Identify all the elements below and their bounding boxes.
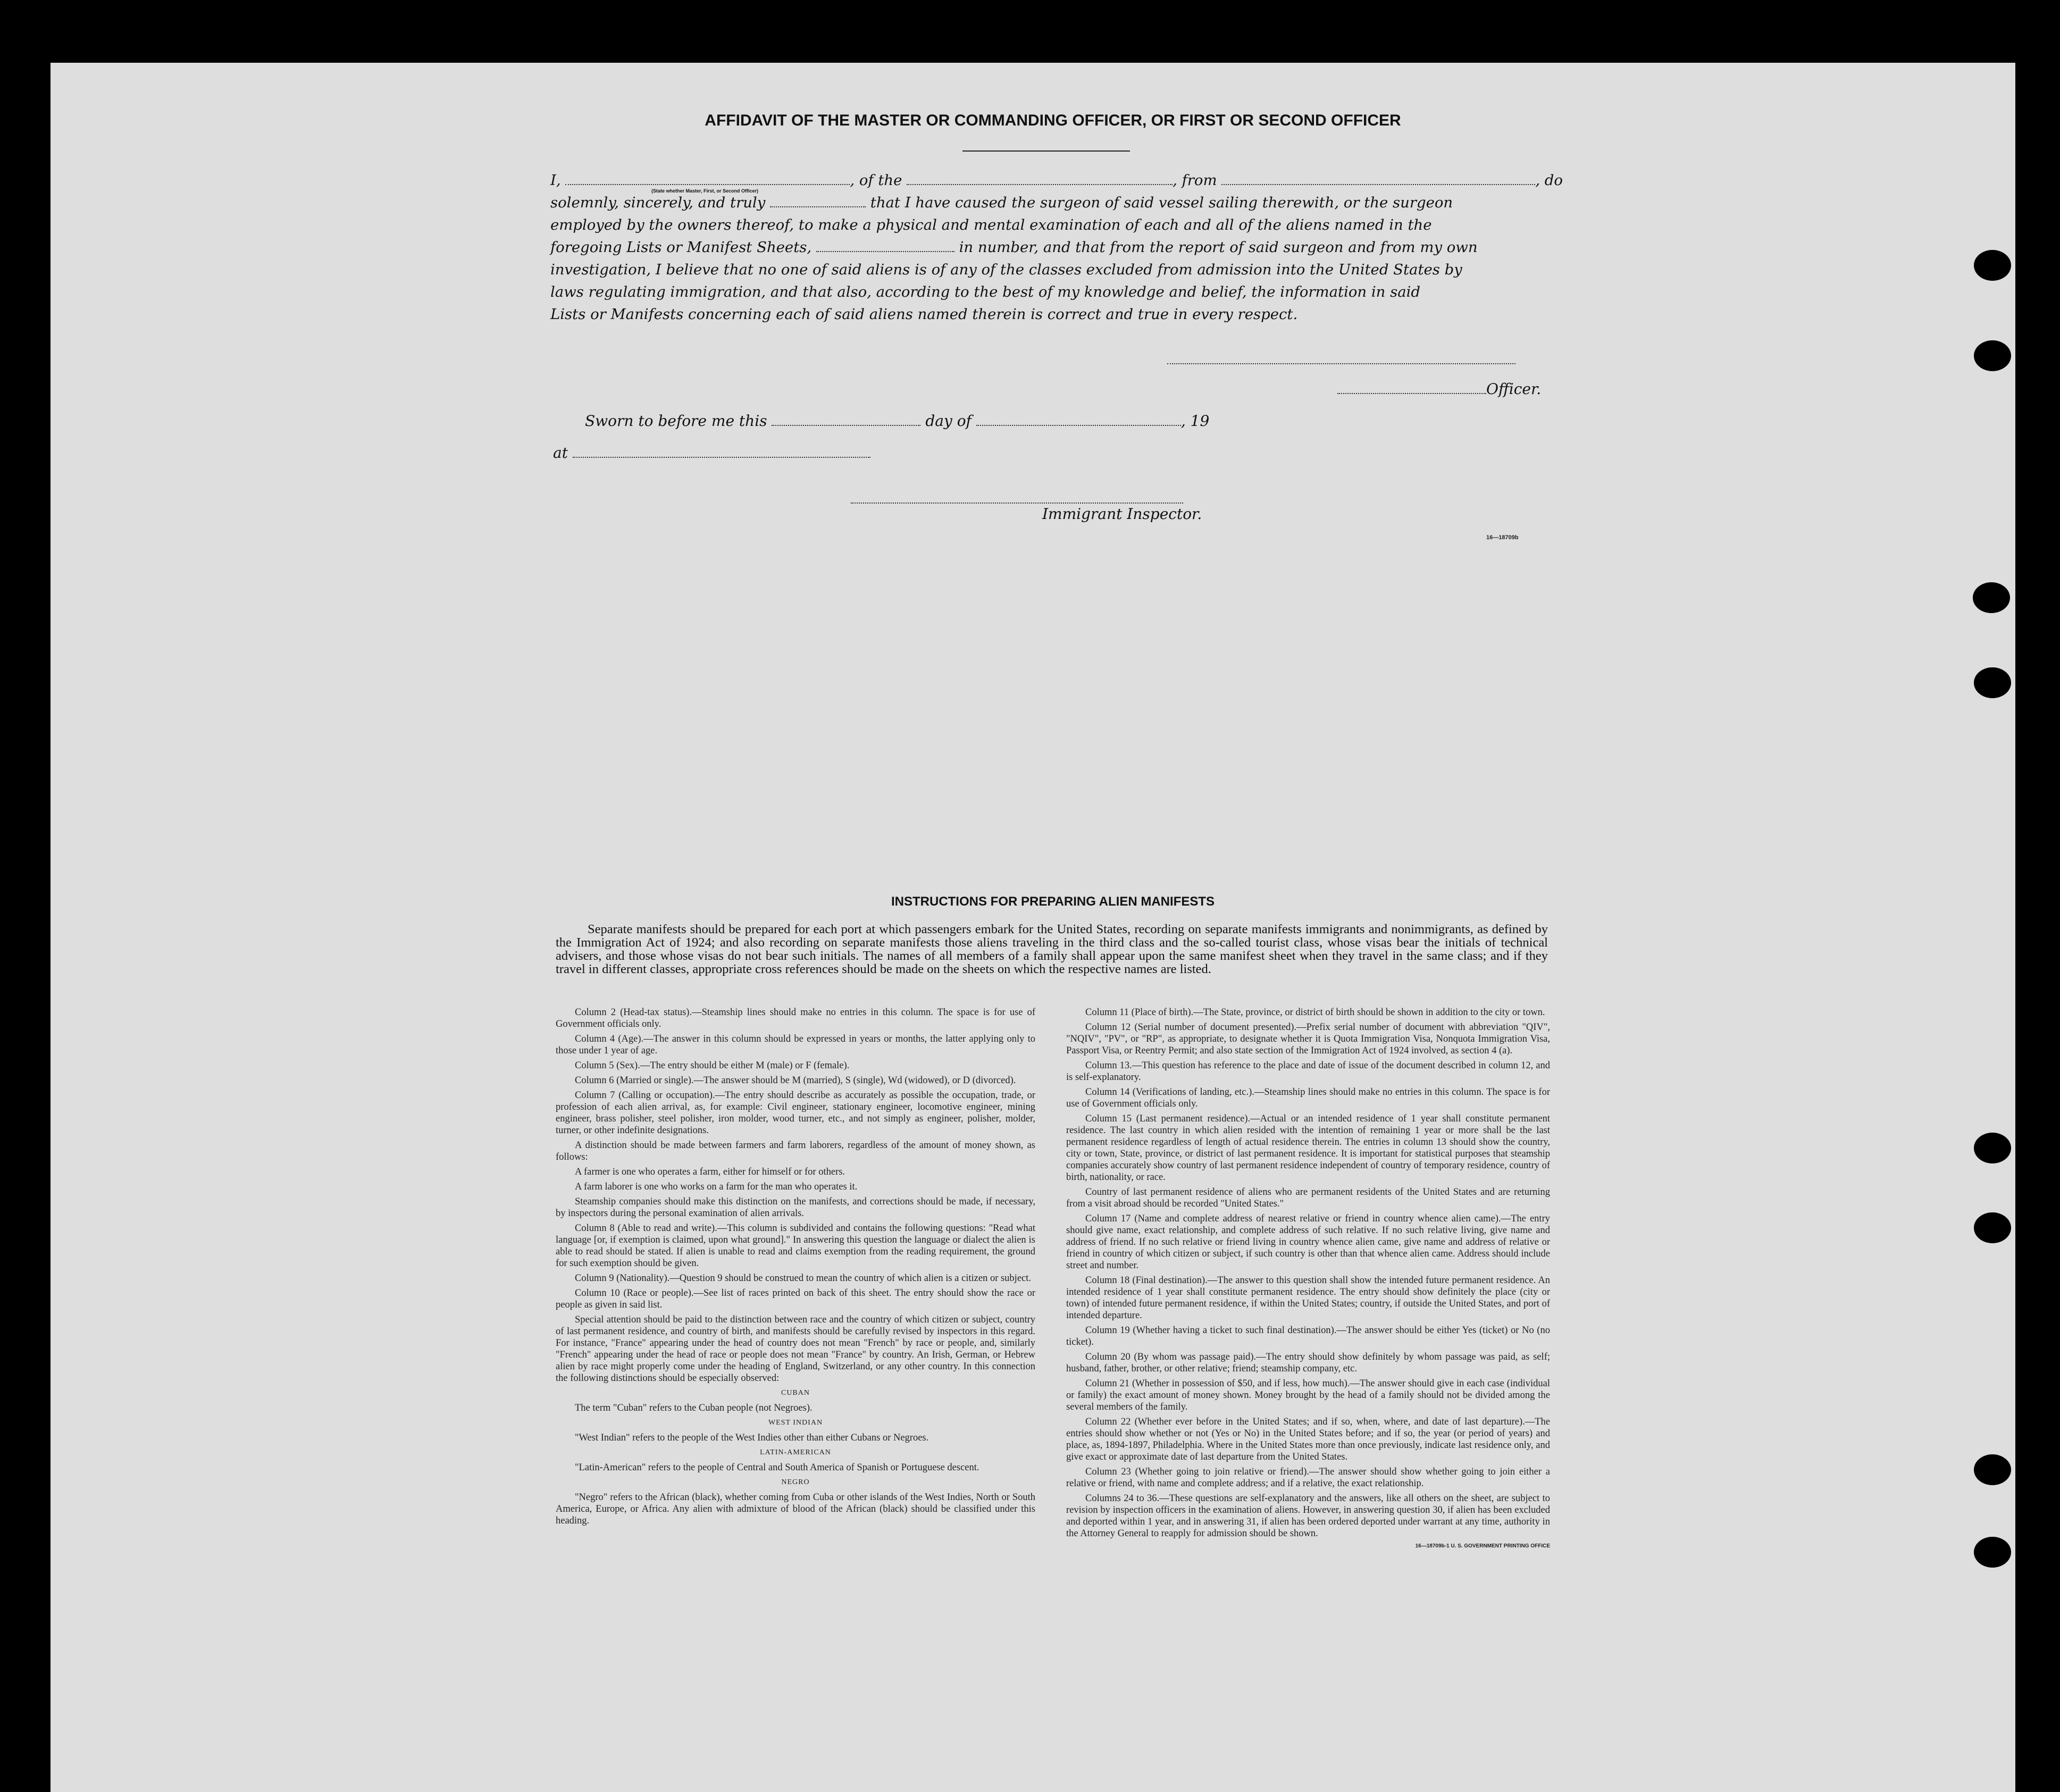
column-21-instruction: Column 21 (Whether in possession of $50, and if less, how much).—The answer should give in each case (individual or family) the exact amount of money shown. Money brought by the head of a family should not be divided among the several members of the family. [1066, 1378, 1550, 1412]
vessel-name-blank[interactable] [907, 183, 1173, 185]
sworn-place-blank[interactable] [573, 456, 870, 458]
returning-residents-instruction: Country of last permanent residence of aliens who are permanent residents of the United States and are returning from a visit abroad should be recorded "United States." [1066, 1187, 1550, 1209]
inspector-signature-line[interactable] [851, 503, 1183, 504]
column-4-instruction: Column 4 (Age).—The answer in this column should be expressed in years or months, the latter applying only to those under 1 year of age. [556, 1034, 1035, 1056]
farmer-definition: A farmer is one who operates a farm, either for himself or for others. [575, 1167, 845, 1177]
port-blank[interactable] [1221, 183, 1535, 185]
column-8-instruction: Column 8 (Able to read and write).—This column is subdivided and contains the following questions: "Read what language [or, if exemption is claimed, upon what ground]." In answering this question the language or dialect the alien is able to read should be stated. If alien is unable to read and claims exemption from the reading requirement, the ground for such exemption should be given. [556, 1223, 1035, 1269]
sworn-text: Sworn to before me this [585, 412, 767, 430]
do-text: , do [1535, 172, 1563, 189]
affidavit-body [550, 169, 1563, 325]
sworn-month-blank[interactable] [976, 424, 1181, 426]
column-20-instruction: Column 20 (By whom was passage paid).—The entry should show definitely by whom passage was paid, as self; husband, father, brother, or other relative; friend; steamship company, etc. [1066, 1352, 1550, 1374]
punch-hole [1974, 1454, 2011, 1485]
farmers-distinction: A distinction should be made between farmers and farm laborers, regardless of the amount of money shown, as follows: [556, 1140, 1035, 1162]
instructions-intro: Separate manifests should be prepared for each port at which passengers embark for the United States, recording on separate manifests immigrants and nonimmigrants, as defined by the Immigration Act of 1924; and also recording on separate manifests those aliens traveling in the third class and the so-called tourist class, whose visas bear the initials of technical advisers, and those whose visas do not bear such initials. The names of all members of a family shall appear upon the same manifest sheet when they travel in the same class; and if they travel in different classes, appropriate cross references should be made on the sheets on which the respective names are listed. [556, 922, 1548, 976]
column-7-instruction: Column 7 (Calling or occupation).—The entry should describe as accurately as possible the occupation, trade, or profession of each alien arrival, as, for example: Civil engineer, stationary engineer, locomotive engineer, mining engineer, brass polisher, steel polisher, iron molder, wood turner, etc., and not simply as engineer, polisher, molder, turner, or other indefinite designations. [556, 1090, 1035, 1136]
west-indian-definition: "West Indian" refers to the people of the West Indies other than either Cubans or Negroes. [575, 1433, 929, 1443]
surgeon-text: that I have caused the surgeon of said vessel sailing therewith, or the surgeon [870, 194, 1453, 211]
affidavit-line7: Lists or Manifests concerning each of said aliens named therein is correct and true in every respect. [550, 306, 1298, 323]
column-2-instruction: Column 2 (Head-tax status).—Steamship lines should make no entries in this column. The space is for use of Government officials only. [556, 1007, 1035, 1029]
form-number: 16—18709b [1486, 534, 1519, 541]
column-15-instruction: Column 15 (Last permanent residence).—Actual or an intended residence of 1 year shall constitute permanent residence. The last country in which alien resided with the intention of remaining 1 year or more shall be the last permanent residence regardless of length of actual residence therein. The entries in column 13 should show the country, city or town, State, province, or district of last permanent residence. It is important for statistical purposes that steamship companies accurately show country of last permanent residence independent of country of temporary residence, country of birth, nationality, or race. [1066, 1113, 1550, 1183]
west-indian-heading: WEST INDIAN [768, 1419, 823, 1427]
officer-label: Officer. [1486, 380, 1542, 398]
number-of-lists-blank[interactable] [816, 250, 954, 252]
instructions-right-column [1066, 1007, 1550, 1552]
latin-american-heading: LATIN-AMERICAN [760, 1448, 831, 1456]
punch-hole [1974, 1537, 2011, 1568]
column-18-instruction: Column 18 (Final destination).—The answer to this question shall show the intended future permanent residence. An intended residence of 1 year shall constitute permanent residence. The entry should show definitely the place (city or town) of intended future permanent residence, if within the United States; country, if outside the United States, and port of intended departure. [1066, 1275, 1550, 1321]
punch-hole [1974, 1212, 2011, 1243]
cuban-definition: The term "Cuban" refers to the Cuban people (not Negroes). [575, 1403, 813, 1413]
day-of-text: day of [925, 412, 972, 430]
column-22-instruction: Column 22 (Whether ever before in the United States; and if so, when, where, and date of last departure).—The entries should show whether or not (Yes or No) in the United States before; and if so, the year (or period of years) and place, as, 1894-1897, Philadelphia. Where in the United States more than once previously, indicate last residence only, and give exact or approximate date of last departure from the United States. [1066, 1417, 1550, 1462]
officer-rank-blank[interactable] [565, 183, 850, 185]
race-country-distinction: Special attention should be paid to the distinction between race and the country of which citizen or subject, country of last permanent residence, and country of birth, and manifests should be carefully revised by inspectors in this regard. For instance, "France" appearing under the head of country does not mean "French" by race or people, and, similarly "French" appearing under the head of race or people does not mean "France" by country. An Irish, German, or Hebrew alien by race might properly come under the heading of England, Switzerland, or any other country. In this connection the following distinctions should be especially observed: [556, 1314, 1035, 1384]
solemnly-text: solemnly, sincerely, and truly [550, 194, 766, 211]
column-19-instruction: Column 19 (Whether having a ticket to such final destination).—The answer should be either Yes (ticket) or No (no ticket). [1066, 1325, 1550, 1347]
columns-24-36-instruction: Columns 24 to 36.—These questions are self-explanatory and the answers, like all others on the sheet, are subject to revision by inspection officers in the examination of aliens. However, in answering question 30, if alien has been excluded and deported within 1 year, and in answering 31, if alien has been ordered deported under warrant at any time, authority in the Attorney General to reapply for admission should be shown. [1066, 1493, 1550, 1539]
affidavit-line3: employed by the owners thereof, to make a physical and mental examination of each and all of the aliens named in the [550, 216, 1432, 233]
instructions-title: INSTRUCTIONS FOR PREPARING ALIEN MANIFESTS [891, 894, 1215, 909]
printing-office-footer: 16—18709b-1 U. S. GOVERNMENT PRINTING OFFICE [1415, 1543, 1550, 1549]
column-12-instruction: Column 12 (Serial number of document presented).—Prefix serial number of document with abbreviation "QIV", "NQIV", "PV", or "RP", as appropriate, to designate whether it is Quota Immigration Visa, Nonquota Immigration Visa, Passport Visa, or Reentry Permit; and also state section of the Immigration Act of 1924 involved, as section 4 (a). [1066, 1022, 1550, 1056]
sworn-day-blank[interactable] [772, 424, 920, 426]
column-6-instruction: Column 6 (Married or single).—The answer should be M (married), S (single), Wd (widowed), or D (divorced). [575, 1075, 1016, 1086]
column-5-instruction: Column 5 (Sex).—The entry should be either M (male) or F (female). [575, 1060, 850, 1071]
rank-note: (State whether Master, First, or Second Officer) [651, 188, 759, 194]
year-text: , 19 [1180, 412, 1210, 430]
inspector-label: Immigrant Inspector. [1042, 505, 1202, 523]
title-rule [962, 150, 1130, 152]
negro-heading: NEGRO [781, 1478, 810, 1486]
from-text: , from [1173, 172, 1217, 189]
punch-hole [1974, 250, 2011, 281]
signature-line[interactable] [1167, 363, 1515, 364]
column-11-instruction: Column 11 (Place of birth).—The State, province, or district of birth should be shown in addition to the city or town. [1085, 1007, 1545, 1018]
column-13-instruction: Column 13.—This question has reference to the place and date of issue of the document described in column 12, and is self-explanatory. [1066, 1060, 1550, 1083]
at-text: at [553, 444, 568, 462]
of-the-text: , of the [850, 172, 902, 189]
farm-laborer-definition: A farm laborer is one who works on a farm for the man who operates it. [575, 1182, 858, 1192]
column-10-instruction: Column 10 (Race or people).—See list of races printed on back of this sheet. The entry should show the race or people as given in said list. [556, 1288, 1035, 1310]
punch-hole [1973, 582, 2010, 613]
column-14-instruction: Column 14 (Verifications of landing, etc.).—Steamship lines should make no entries in this column. The space is for use of Government officials only. [1066, 1087, 1550, 1109]
steamship-distinction: Steamship companies should make this distinction on the manifests, and corrections should be made, if necessary, by inspectors during the personal examination of alien arrivals. [556, 1196, 1035, 1219]
swear-affirm-blank[interactable] [770, 206, 866, 207]
instructions-left-column [556, 1007, 1035, 1530]
officer-name-blank[interactable] [1337, 392, 1486, 394]
column-9-instruction: Column 9 (Nationality).—Question 9 should be construed to mean the country of which alien is a citizen or subject. [575, 1273, 1032, 1284]
affidavit-title: AFFIDAVIT OF THE MASTER OR COMMANDING OFFICER, OR FIRST OR SECOND OFFICER [705, 112, 1401, 129]
affidavit-line6: laws regulating immigration, and that also, according to the best of my knowledge and belief, the information in said [550, 283, 1421, 300]
latin-american-definition: "Latin-American" refers to the people of Central and South America of Spanish or Portuguese descent. [575, 1462, 979, 1473]
negro-definition: "Negro" refers to the African (black), whether coming from Cuba or other islands of the West Indies, North or South America, Europe, or Africa. Any alien with admixture of blood of the African (black) should be classified under this heading. [556, 1492, 1035, 1526]
punch-hole [1974, 340, 2011, 371]
at-row [553, 444, 870, 462]
cuban-heading: CUBAN [781, 1389, 810, 1397]
lists-text: foregoing Lists or Manifest Sheets, [550, 239, 812, 256]
column-23-instruction: Column 23 (Whether going to join relative or friend).—The answer should show whether going to join either a relative or friend, with name and complete address; and if a relative, the exact relationship. [1066, 1467, 1550, 1489]
column-17-instruction: Column 17 (Name and complete address of nearest relative or friend in country whence alien came).—The entry should give name, exact relationship, and complete address of such relative. If no such relative living, give name and address of friend. If no such relative or friend living in country whence alien came, give name and address of relative or friend in country of which citizen or subject, if such country is other than that whence alien came. Address should include street and number. [1066, 1213, 1550, 1271]
punch-hole [1974, 667, 2011, 698]
officer-signature-row [1337, 380, 1541, 398]
punch-hole [1974, 1133, 2011, 1163]
affidavit-I: I, [550, 172, 561, 189]
sworn-row [585, 412, 1209, 430]
in-number-text: in number, and that from the report of said surgeon and from my own [959, 239, 1478, 256]
affidavit-line5: investigation, I believe that no one of said aliens is of any of the classes excluded from admission into the United States by [550, 261, 1462, 278]
